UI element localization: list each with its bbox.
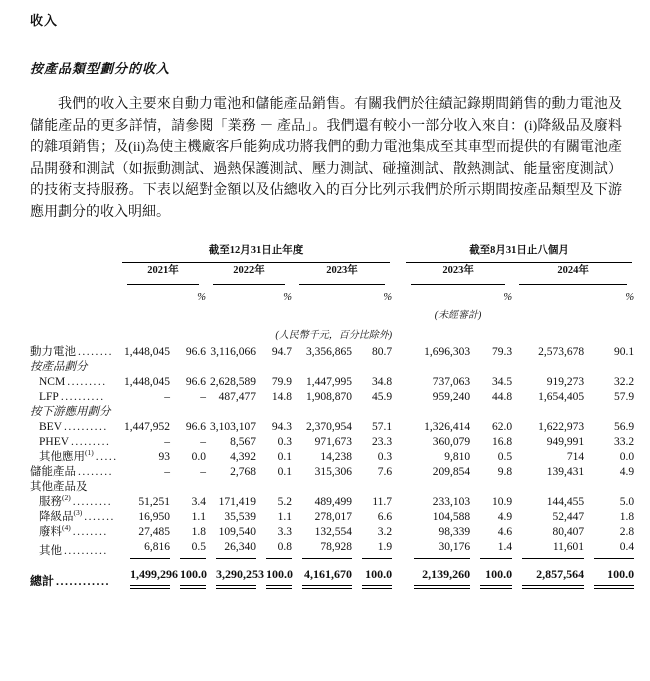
table-row (30, 450, 634, 465)
row-label (30, 390, 120, 405)
spacer-cell (30, 305, 120, 323)
percent-cell: – (200, 391, 206, 403)
percent-cell: 94.7 (271, 346, 292, 358)
row-label-text: 其他應用 (39, 451, 85, 463)
percent-cell: 14.8 (271, 391, 292, 403)
intro-paragraph: 我們的收入主要來自動力電池和儲能產品銷售。有關我們於往績記錄期間銷售的動力電池及儲能產品的更多詳情，請參閱「業務 － 產品」。我們還有較小一部分收入來自：(i)降級品及廢料的雜項銷售；及(ii)為使主機廠客戶能夠成功將我們的動力電池集成至其車型而提供的有關電池產品開發和測試（如振動測試、過熱保護測試、壓力測試、碰撞測試、散熱測試、能量密度測試）的技術支持服務。下表以絕對金額以及佔總收入的百分比列示我們於所示期間按產品類型及下游應用劃分的收入明細。 (30, 97, 622, 220)
percent-cell: 34.8 (371, 376, 393, 388)
value-cell: 98,339 (438, 526, 471, 538)
value-cell: 1,447,952 (124, 421, 170, 433)
percent-cell: 100.0 (256, 559, 292, 589)
table-row (30, 375, 634, 390)
footnote-marker: (3) (73, 510, 83, 518)
value-cell: 2,573,678 (538, 346, 585, 358)
value-cell: 8,567 (230, 436, 256, 448)
percent-cell: 2.8 (619, 526, 635, 538)
subheader-row (30, 405, 634, 420)
value-cell: 360,079 (432, 436, 471, 448)
footnote-marker: (4) (62, 525, 71, 533)
row-label (30, 420, 120, 435)
unaudited-note-row (30, 305, 634, 323)
value-cell: 35,539 (224, 511, 256, 523)
value-cell: 714 (566, 451, 585, 463)
spacer-cell (30, 243, 120, 263)
row-label: 按下游應用劃分 (30, 406, 111, 418)
percent-cell: 4.6 (497, 526, 513, 538)
year-header-2023-8m-cell (404, 263, 512, 285)
value-cell: 144,455 (546, 496, 585, 508)
percent-cell: 0.0 (619, 451, 635, 463)
percent-cell: 1.1 (191, 511, 206, 523)
leader-dots: ..... (95, 451, 118, 463)
value-cell: 30,176 (404, 540, 470, 559)
percent-cell: 94.3 (271, 421, 292, 433)
column-spacer (392, 510, 404, 525)
column-spacer (392, 495, 404, 510)
leader-dots: ......... (72, 496, 113, 508)
column-spacer (392, 243, 404, 263)
value-cell: 78,928 (292, 540, 352, 559)
column-spacer (392, 450, 404, 465)
value-cell: 737,063 (432, 376, 471, 388)
spacer-cell (30, 285, 120, 305)
percent-cell: 1.8 (191, 526, 206, 538)
value-cell: 233,103 (432, 496, 471, 508)
row-label: 其他產品及 (30, 481, 88, 493)
percent-symbol: % (625, 292, 635, 303)
percent-cell: 23.3 (371, 436, 393, 448)
section-title: 按產品類型劃分的收入 (30, 61, 171, 76)
column-spacer (392, 420, 404, 435)
leader-dots: ....... (84, 511, 115, 523)
percent-cell: 79.3 (491, 346, 513, 358)
percent-cell: 3.4 (191, 496, 206, 508)
percent-cell: – (200, 466, 206, 478)
percent-cell: 57.9 (613, 391, 635, 403)
value-cell: 2,857,564 (512, 559, 584, 589)
percent-cell: 79.9 (271, 376, 292, 388)
value-cell: 3,103,107 (210, 421, 256, 433)
value-cell: 14,238 (320, 451, 352, 463)
percent-cell: 45.9 (371, 391, 393, 403)
value-cell: 209,854 (432, 466, 471, 478)
row-label (30, 465, 120, 480)
value-cell: 139,431 (546, 466, 585, 478)
percent-cell: 0.3 (277, 436, 292, 448)
spacer-cell (30, 263, 120, 285)
column-spacer (392, 345, 404, 360)
percent-cell: 11.7 (372, 496, 393, 508)
page-title: 收入 (30, 13, 59, 28)
percent-cell: 1.8 (619, 511, 635, 523)
year-header-row (30, 263, 634, 285)
table-row (30, 345, 634, 360)
column-spacer (392, 559, 404, 589)
percent-cell: 96.6 (185, 376, 206, 388)
percent-cell: 3.3 (277, 526, 292, 538)
units-note-row (30, 323, 634, 345)
row-label-text: 動力電池 (30, 346, 76, 358)
leader-dots: ........ (78, 346, 113, 358)
percent-cell: 0.5 (497, 451, 513, 463)
year-header-2022-cell (206, 263, 292, 285)
row-label-text: 廢料 (39, 526, 62, 538)
percent-cell: 0.1 (277, 451, 292, 463)
leader-dots: .......... (64, 421, 108, 433)
row-label-text: 其他 (39, 545, 62, 557)
value-cell: 1,448,045 (124, 346, 170, 358)
column-spacer (392, 540, 404, 559)
row-label (30, 495, 120, 510)
leader-dots: ........ (72, 526, 108, 538)
table-header (30, 243, 634, 345)
percent-cell: 62.0 (491, 421, 513, 433)
column-spacer (392, 375, 404, 390)
value-cell: 27,485 (138, 526, 170, 538)
table-row (30, 540, 634, 559)
row-label-text: NCM (39, 376, 66, 388)
percent-cell: 100.0 (470, 559, 512, 589)
footnote-marker: (1) (85, 450, 94, 458)
row-label (30, 540, 120, 559)
spacer-cell (30, 323, 120, 345)
value-cell: 1,447,995 (306, 376, 352, 388)
value-cell: 104,588 (432, 511, 471, 523)
value-cell: 109,540 (218, 526, 256, 538)
value-cell: 487,477 (218, 391, 256, 403)
value-cell: 959,240 (432, 391, 471, 403)
percent-cell: 44.8 (491, 391, 513, 403)
value-cell: 278,017 (314, 511, 352, 523)
column-spacer (392, 285, 404, 305)
year-header-2022: 2022年 (213, 263, 285, 285)
percent-cell: 1.9 (352, 540, 392, 559)
leader-dots: ........ (78, 466, 113, 478)
table-body (30, 345, 634, 589)
table-row (30, 420, 634, 435)
percent-cell: 4.9 (619, 466, 635, 478)
table-row (30, 465, 634, 480)
eight-month-group-header: 截至8月31日止八個月 (406, 243, 632, 263)
value-cell: 9,810 (444, 451, 471, 463)
column-spacer (392, 390, 404, 405)
percent-symbol: % (503, 292, 513, 303)
column-spacer (392, 465, 404, 480)
percent-cell: 100.0 (352, 559, 392, 589)
footnote-marker: (2) (62, 495, 71, 503)
table-row (30, 390, 634, 405)
table-row (30, 435, 634, 450)
annual-group-header-cell (120, 243, 392, 263)
eight-month-group-header-cell (404, 243, 634, 263)
table-row (30, 495, 634, 510)
year-header-2023-cell (292, 263, 392, 285)
row-label (30, 375, 120, 390)
percent-cell: – (200, 436, 206, 448)
percent-cell: 0.0 (191, 451, 206, 463)
percent-cell: 1.1 (277, 511, 292, 523)
units-note: (人民幣千元，百分比除外) (275, 330, 393, 341)
group-header-row (30, 243, 634, 263)
year-header-2021: 2021年 (127, 263, 199, 285)
value-cell: 2,768 (230, 466, 256, 478)
percent-cell: 0.3 (377, 451, 393, 463)
percent-cell: 1.4 (470, 540, 512, 559)
value-cell: 11,601 (512, 540, 584, 559)
value-cell: 1,908,870 (306, 391, 352, 403)
percent-cell: 100.0 (170, 559, 206, 589)
percent-cell: 32.2 (613, 376, 635, 388)
percent-cell: 96.6 (185, 346, 206, 358)
percent-cell: 90.1 (613, 346, 635, 358)
year-header-2021-cell (120, 263, 206, 285)
percent-cell: 10.9 (491, 496, 513, 508)
percent-cell: 0.8 (256, 540, 292, 559)
leader-dots: ......... (71, 436, 111, 448)
value-cell: 1,499,296 (120, 559, 170, 589)
column-spacer (392, 263, 404, 285)
row-label-text: BEV (39, 421, 62, 433)
percent-cell: 7.6 (377, 466, 393, 478)
percent-cell: 0.1 (277, 466, 292, 478)
value-cell: 16,950 (138, 511, 170, 523)
percent-cell: 16.8 (491, 436, 513, 448)
value-cell: 1,622,973 (538, 421, 585, 433)
column-spacer (392, 305, 404, 323)
value-cell: 6,816 (120, 540, 170, 559)
value-cell: 93 (158, 451, 170, 463)
row-label-text: 降級品 (39, 511, 74, 523)
percent-cell: 0.4 (584, 540, 634, 559)
total-row (30, 559, 634, 589)
leader-dots: ......... (67, 376, 107, 388)
value-cell: 971,673 (314, 436, 352, 448)
percent-cell: 34.5 (491, 376, 513, 388)
percent-cell: 57.1 (371, 421, 393, 433)
value-cell: 2,628,589 (210, 376, 256, 388)
unaudited-note: (未經審計) (434, 310, 482, 321)
percent-symbol: % (383, 292, 393, 303)
value-cell: 26,340 (206, 540, 256, 559)
leader-dots: .......... (64, 545, 108, 557)
percent-cell: 5.0 (619, 496, 635, 508)
percent-cell: 0.5 (170, 540, 206, 559)
percent-cell: 9.8 (497, 466, 513, 478)
percent-header-row (30, 285, 634, 305)
row-label: 按產品劃分 (30, 361, 88, 373)
percent-cell: 4.9 (497, 511, 513, 523)
year-header-2024-cell (512, 263, 634, 285)
value-cell: 315,306 (314, 466, 352, 478)
percent-cell: 6.6 (377, 511, 393, 523)
percent-symbol: % (283, 292, 292, 303)
value-cell: 52,447 (552, 511, 585, 523)
value-cell: 2,370,954 (306, 421, 352, 433)
value-cell: 51,251 (138, 496, 170, 508)
row-label-text: LFP (39, 391, 59, 403)
percent-symbol: % (197, 292, 206, 303)
percent-cell: 80.7 (371, 346, 393, 358)
table-row (30, 510, 634, 525)
value-cell: – (164, 391, 170, 403)
value-cell: 4,161,670 (292, 559, 352, 589)
value-cell: – (164, 436, 170, 448)
annual-group-header: 截至12月31日止年度 (122, 243, 390, 263)
row-label (30, 450, 120, 465)
value-cell: 1,448,045 (124, 376, 170, 388)
value-cell: 949,991 (546, 436, 585, 448)
value-cell: 1,326,414 (424, 421, 471, 433)
percent-cell: 5.2 (277, 496, 292, 508)
value-cell: 3,356,865 (306, 346, 352, 358)
value-cell: 4,392 (230, 451, 256, 463)
subheader-row (30, 360, 634, 375)
percent-cell: 3.2 (377, 526, 393, 538)
value-cell: 2,139,260 (404, 559, 470, 589)
leader-dots: ............ (56, 574, 111, 588)
row-label-text: 總計 (30, 574, 55, 588)
percent-cell: 96.6 (185, 421, 206, 433)
value-cell: 1,696,303 (424, 346, 471, 358)
row-label-text: PHEV (39, 436, 70, 448)
column-spacer (392, 435, 404, 450)
value-cell: 3,290,253 (206, 559, 256, 589)
column-spacer (392, 323, 404, 345)
row-label (30, 559, 120, 589)
year-header-2024: 2024年 (519, 263, 627, 285)
value-cell: 132,554 (314, 526, 352, 538)
wrapped-label-row (30, 480, 634, 495)
year-header-2023-8m: 2023年 (411, 263, 505, 285)
percent-cell: 100.0 (584, 559, 634, 589)
value-cell: 489,499 (314, 496, 352, 508)
row-label-text: 服務 (39, 496, 62, 508)
year-header-2023: 2023年 (299, 263, 385, 285)
value-cell: 1,654,405 (538, 391, 585, 403)
row-label-text: 儲能產品 (30, 466, 76, 478)
value-cell: 80,407 (552, 526, 585, 538)
value-cell: 171,419 (218, 496, 256, 508)
row-label (30, 525, 120, 540)
row-label (30, 510, 120, 525)
percent-cell: 56.9 (613, 421, 635, 433)
value-cell: – (164, 466, 170, 478)
leader-dots: .......... (60, 391, 105, 403)
value-cell: 3,116,066 (210, 346, 256, 358)
percent-cell: 33.2 (613, 436, 635, 448)
row-label (30, 435, 120, 450)
column-spacer (392, 525, 404, 540)
row-label (30, 345, 120, 360)
table-row (30, 525, 634, 540)
value-cell: 919,273 (546, 376, 585, 388)
revenue-by-product-table (30, 243, 634, 589)
